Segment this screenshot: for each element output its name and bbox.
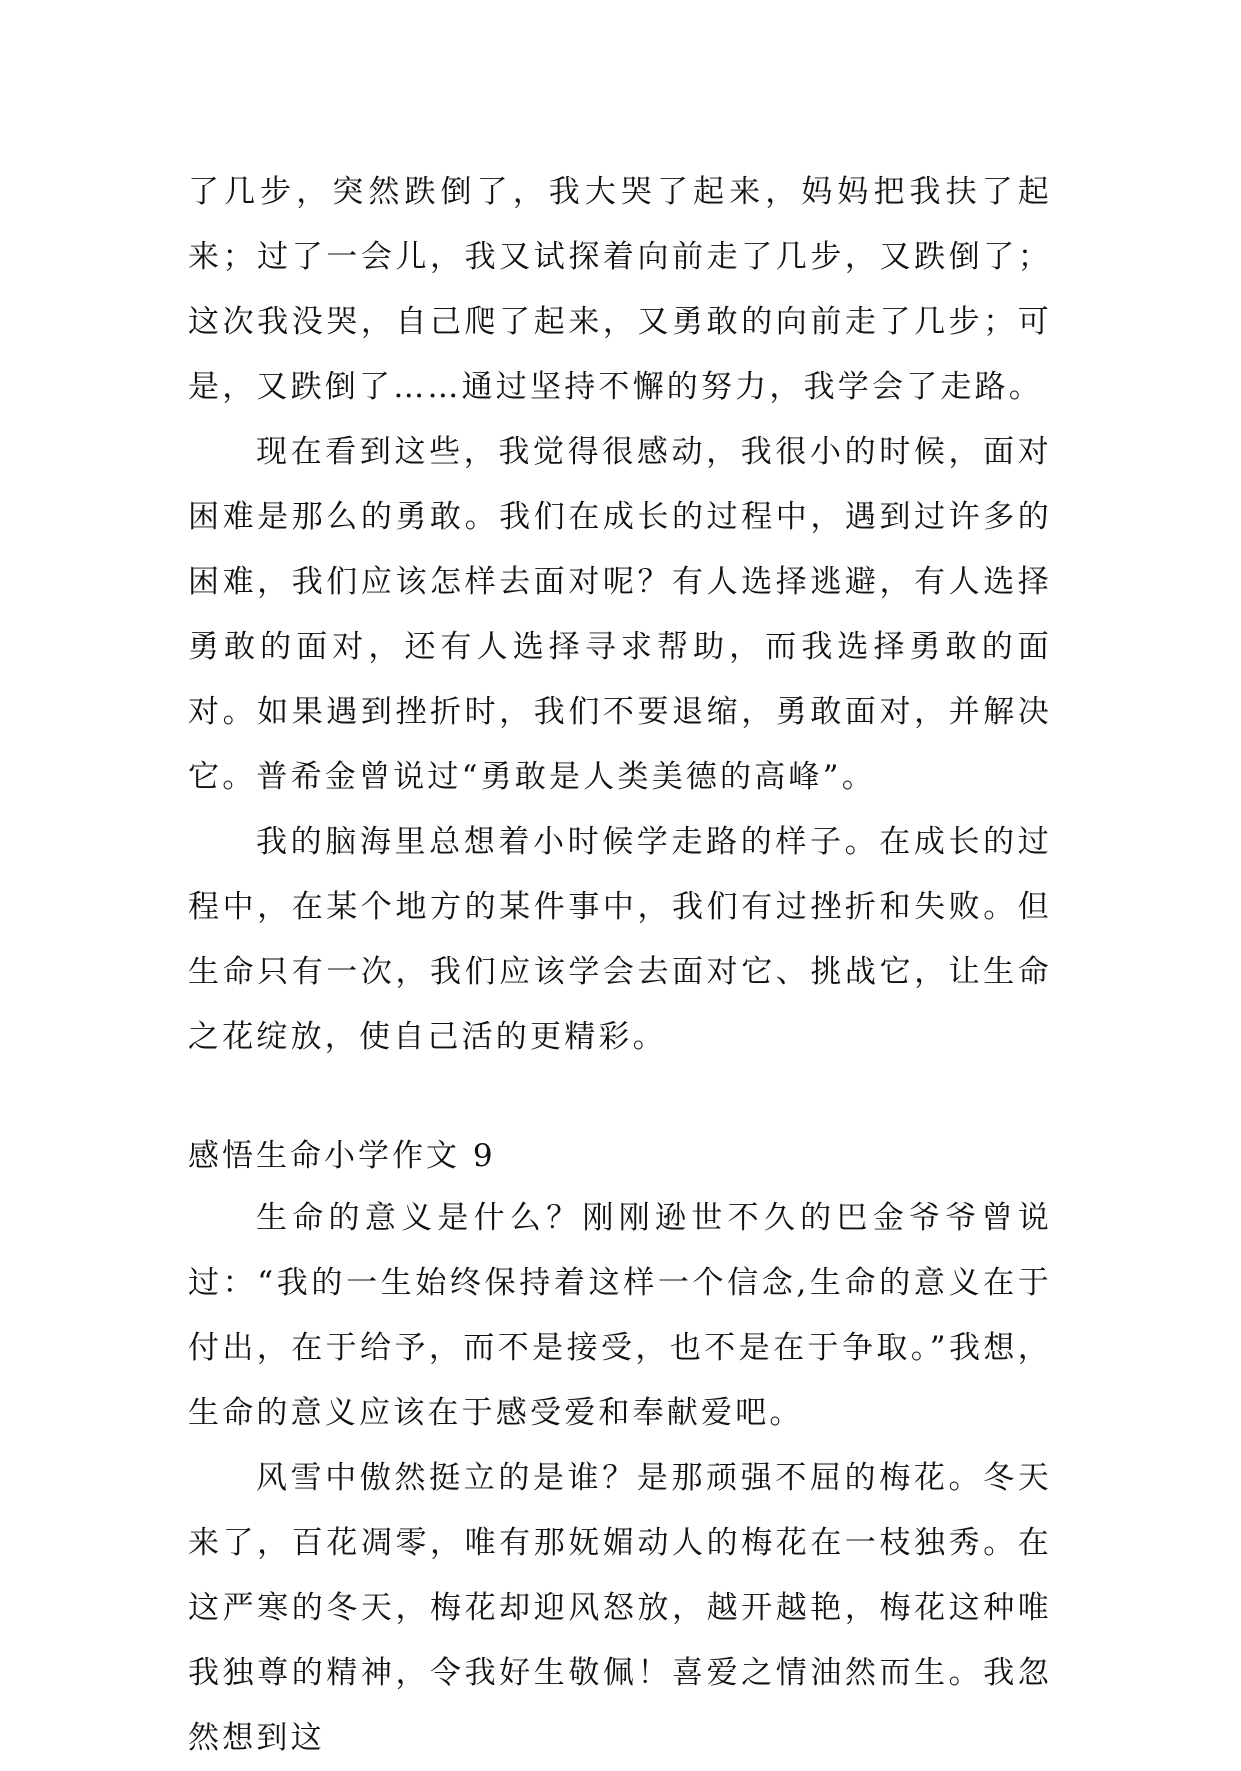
paragraph-facing-difficulties: 现在看到这些，我觉得很感动，我很小的时候，面对困难是那么的勇敢。我们在成长的过程中，遇到过许多的困难，我们应该怎样去面对呢？有人选择逃避，有人选择勇敢的面对，还有人选择寻求帮助，而我选择勇敢的面对。如果遇到挫折时，我们不要退缩，勇敢面对，并解决它。普希金曾说过“勇敢是人类美德的高峰”。: [188, 434, 1052, 795]
essay-title: 感悟生命小学作文 9: [188, 1138, 496, 1174]
paragraph-meaning-of-life: 生命的意义是什么？刚刚逊世不久的巴金爷爷曾说过：“我的一生始终保持着这样一个信念,生命的意义在于付出，在于给予，而不是接受，也不是在于争取。”我想，生命的意义应该在于感受爱和奉献爱吧。: [188, 1200, 1052, 1431]
paragraph-plum-blossom: 风雪中傲然挺立的是谁？是那顽强不屈的梅花。冬天来了，百花凋零，唯有那妩媚动人的梅花在一枝独秀。在这严寒的冬天，梅花却迎风怒放，越开越艳，梅花这种唯我独尊的精神，令我好生敬佩！喜爱之情油然而生。我忽然想到这: [188, 1460, 1052, 1756]
paragraph-memory-of-walking: 我的脑海里总想着小时候学走路的样子。在成长的过程中，在某个地方的某件事中，我们有过挫折和失败。但生命只有一次，我们应该学会去面对它、挑战它，让生命之花绽放，使自己活的更精彩。: [188, 824, 1052, 1055]
document-page: [188, 160, 1052, 1771]
paragraph-learning-to-walk: 了几步，突然跌倒了，我大哭了起来，妈妈把我扶了起来；过了一会儿，我又试探着向前走了几步，又跌倒了；这次我没哭，自己爬了起来，又勇敢的向前走了几步；可是，又跌倒了……通过坚持不懈的努力，我学会了走路。: [188, 174, 1052, 405]
